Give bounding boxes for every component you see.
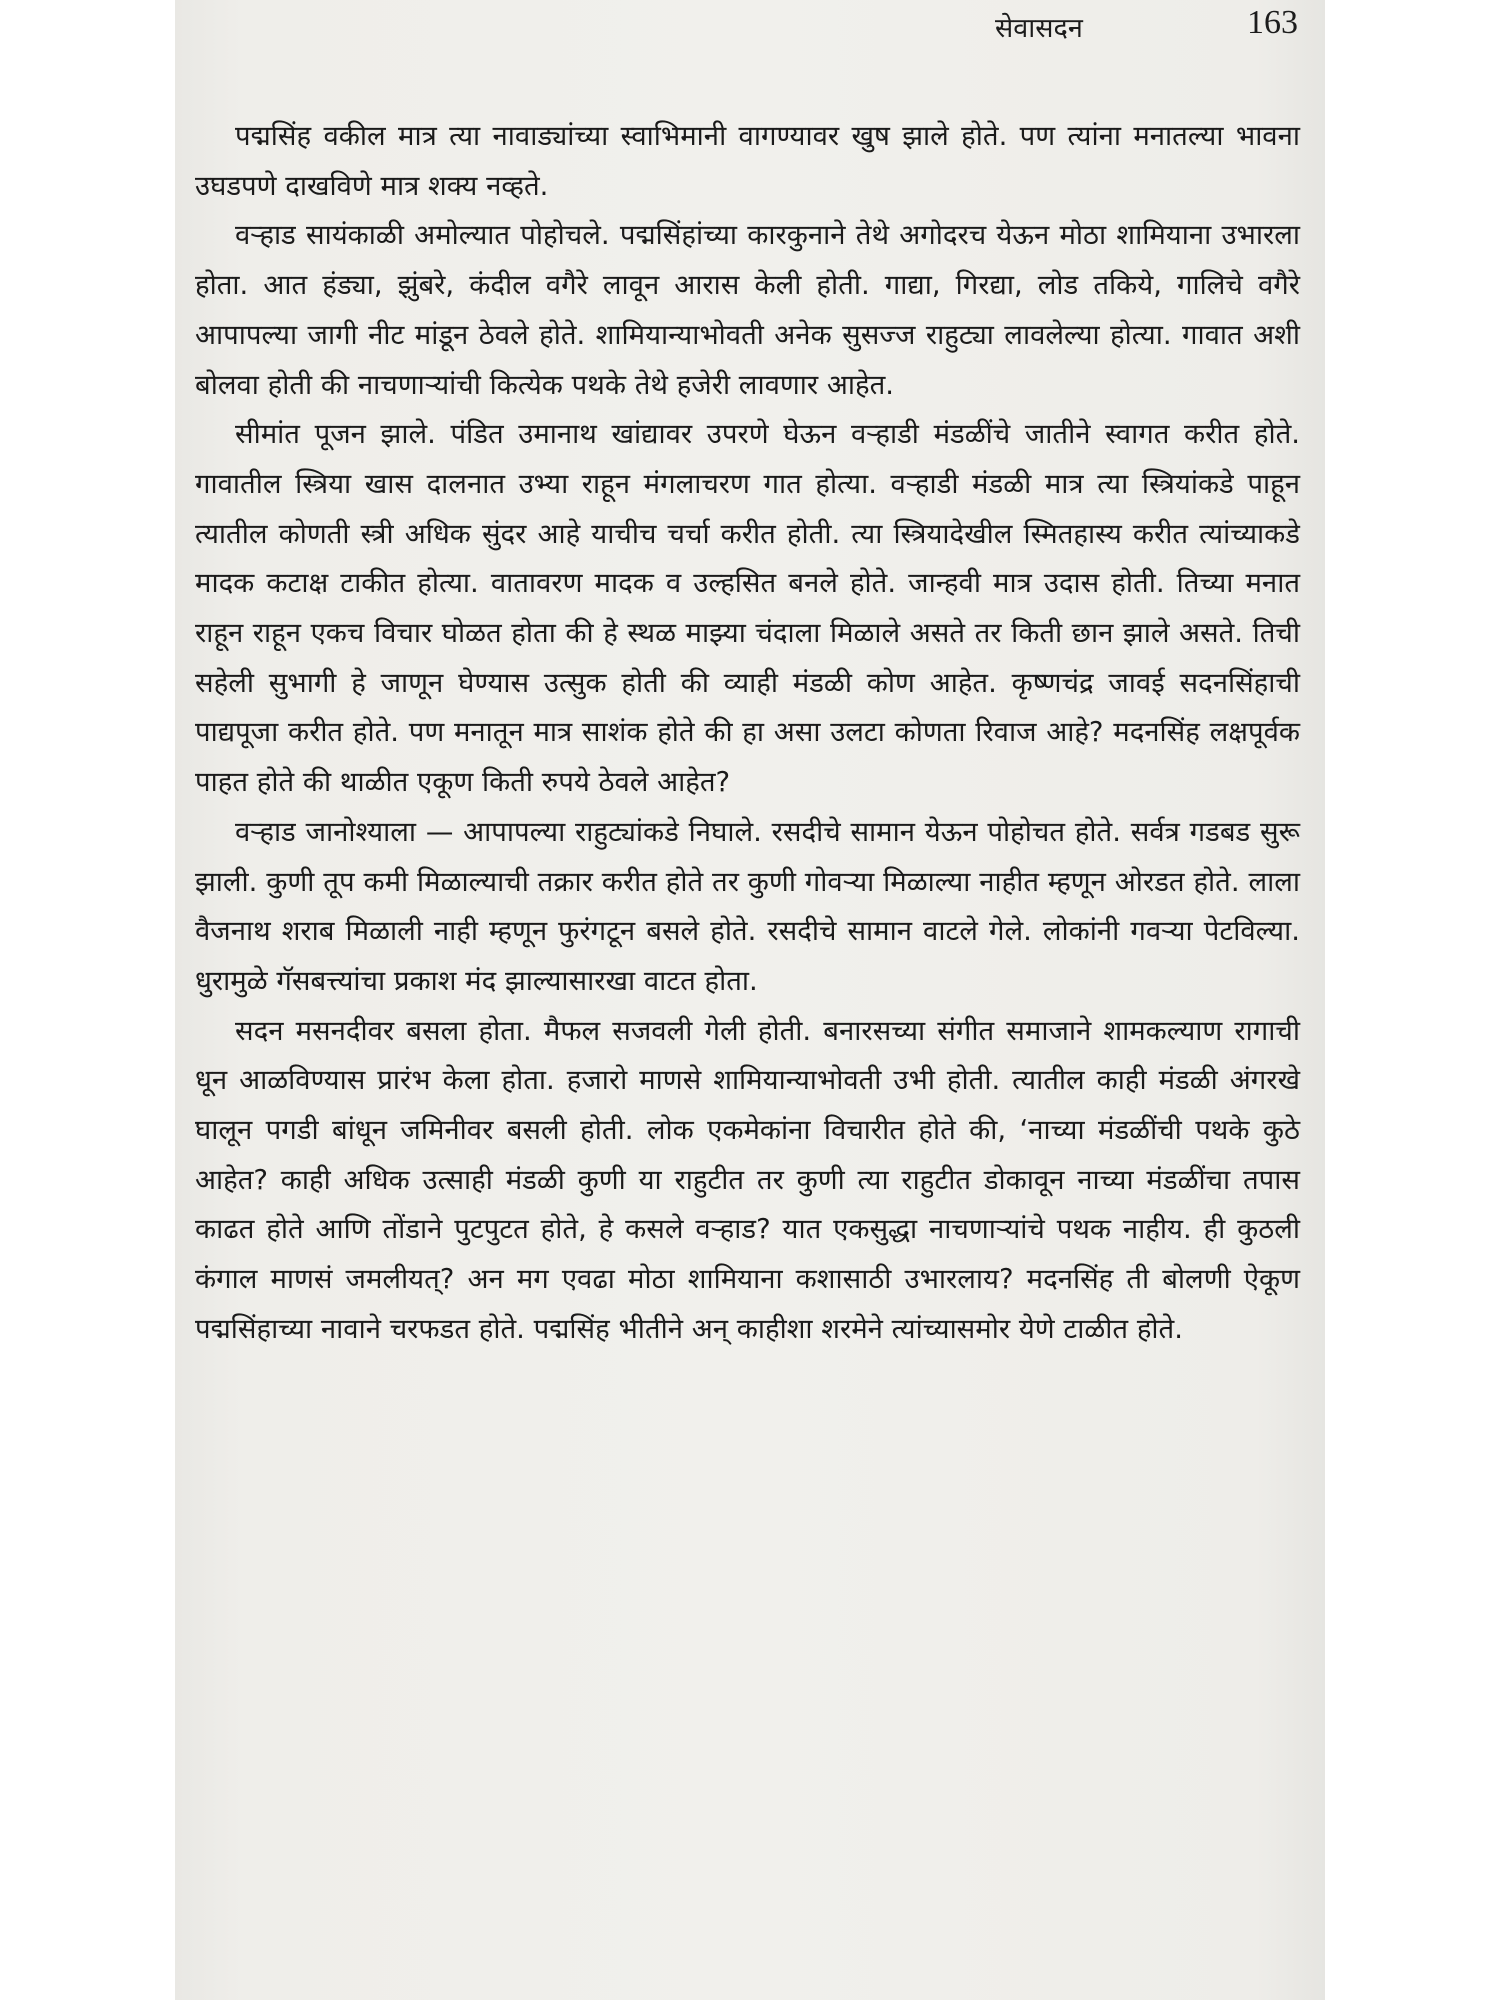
paragraph: वऱ्हाड जानोश्याला — आपापल्या राहुट्यांकडे निघाले. रसदीचे सामान येऊन पोहोचत होते. सर्वत्र गडबड सुरू झाली. कुणी तूप कमी मिळाल्याची तक्रार करीत होते तर कुणी गोवऱ्या मिळाल्या नाहीत म्हणून ओरडत होते. लाला वैजनाथ शराब मिळाली नाही म्हणून फुरंगटून बसले होते. रसदीचे सामान वाटले गेले. लोकांनी गवऱ्या पेटविल्या. धुरामुळे गॅसबत्त्यांचा प्रकाश मंद झाल्यासारखा वाटत होता. <box>195 815 1300 997</box>
page-header <box>175 0 1325 60</box>
paragraph: पद्मसिंह वकील मात्र त्या नावाड्यांच्या स्वाभिमानी वागण्यावर खुष झाले होते. पण त्यांना मनातल्या भावना उघडपणे दाखविणे मात्र शक्य नव्हते. <box>195 120 1300 202</box>
running-title: सेवासदन <box>995 13 1083 44</box>
page-number: 163 <box>1247 4 1298 41</box>
book-page <box>175 0 1325 2000</box>
paragraph: वऱ्हाड सायंकाळी अमोल्यात पोहोचले. पद्मसिंहांच्या कारकुनाने तेथे अगोदरच येऊन मोठा शामियाना उभारला होता. आत हंड्या, झुंबरे, कंदील वगैरे लावून आरास केली होती. गाद्या, गिरद्या, लोड तकिये, गालिचे वगैरे आपापल्या जागी नीट मांडून ठेवले होते. शामियान्याभोवती अनेक सुसज्ज राहुट्या लावलेल्या होत्या. गावात अशी बोलवा होती की नाचणाऱ्यांची कित्येक पथके तेथे हजेरी लावणार आहेत. <box>195 219 1300 401</box>
body-text <box>195 112 1300 1355</box>
paragraph: सदन मसनदीवर बसला होता. मैफल सजवली गेली होती. बनारसच्या संगीत समाजाने शामकल्याण रागाची धून आळविण्यास प्रारंभ केला होता. हजारो माणसे शामियान्याभोवती उभी होती. त्यातील काही मंडळी अंगरखे घालून पगडी बांधून जमिनीवर बसली होती. लोक एकमेकांना विचारीत होते की, ‘नाच्या मंडळींची पथके कुठे आहेत? काही अधिक उत्साही मंडळी कुणी या राहुटीत तर कुणी त्या राहुटीत डोकावून नाच्या मंडळींचा तपास काढत होते आणि तोंडाने पुटपुटत होते, हे कसले वऱ्हाड? यात एकसुद्धा नाचणाऱ्यांचे पथक नाहीय. ही कुठली कंगाल माणसं जमलीयत्? अन मग एवढा मोठा शामियाना कशासाठी उभारलाय? मदनसिंह ती बोलणी ऐकूण पद्मसिंहाच्या नावाने चरफडत होते. पद्मसिंह भीतीने अन् काहीशा शरमेने त्यांच्यासमोर येणे टाळीत होते. <box>195 1014 1300 1345</box>
paragraph: सीमांत पूजन झाले. पंडित उमानाथ खांद्यावर उपरणे घेऊन वऱ्हाडी मंडळींचे जातीने स्वागत करीत होते. गावातील स्त्रिया खास दालनात उभ्या राहून मंगलाचरण गात होत्या. वऱ्हाडी मंडळी मात्र त्या स्त्रियांकडे पाहून त्यातील कोणती स्त्री अधिक सुंदर आहे याचीच चर्चा करीत होती. त्या स्त्रियादेखील स्मितहास्य करीत त्यांच्याकडे मादक कटाक्ष टाकीत होत्या. वातावरण मादक व उल्हसित बनले होते. जान्हवी मात्र उदास होती. तिच्या मनात राहून राहून एकच विचार घोळत होता की हे स्थळ माझ्या चंदाला मिळाले असते तर किती छान झाले असते. तिची सहेली सुभागी हे जाणून घेण्यास उत्सुक होती की व्याही मंडळी कोण आहेत. कृष्णचंद्र जावई सदनसिंहाची पाद्यपूजा करीत होते. पण मनातून मात्र साशंक होते की हा असा उलटा कोणता रिवाज आहे? मदनसिंह लक्षपूर्वक पाहत होते की थाळीत एकूण किती रुपये ठेवले आहेत? <box>195 418 1300 799</box>
